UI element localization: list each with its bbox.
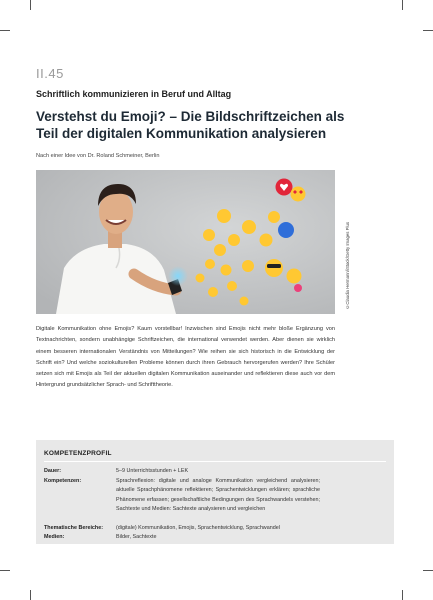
profile-value: Bilder, Sachtexte xyxy=(116,534,157,540)
profile-key: Thematische Bereiche: xyxy=(44,525,104,531)
category-heading: Schriftlich kommunizieren in Beruf und Alltag xyxy=(36,89,232,99)
profile-heading: KOMPETENZPROFIL xyxy=(44,450,112,457)
image-credit: ©Claudia Hermann/iStock/Getty Images Plus xyxy=(345,222,350,310)
photo-illustration xyxy=(36,170,335,314)
crop-mark xyxy=(402,0,403,10)
profile-value: 5–9 Unterrichtsstunden + LEK xyxy=(116,468,189,474)
profile-value: Sprachreflexion: digitale und analoge Kommunikation vergleichend analysieren; aktuelle Sprachphänomene reflektieren; Sprachentwicklungen erklären; sprachliche Phänomene erfassen; gesellschaftliche Bedingungen des Sprachwandels verstehen; Sachtexte und Medien: Sachtexte analysieren und vergleichen xyxy=(116,478,320,513)
intro-paragraph: Digitale Kommunikation ohne Emojis? Kaum vorstellbar! Inzwischen sind Emojis nicht mehr bloße Ergänzung von Textnachrichten, sondern unabhängige Schriftzeichen, die international verwendet werden. Aber dienen sie wirklich einem besseren internationalen Verständnis von Mitteilungen? Wie reihen sie sich historisch in die Entwicklung der Schrift ein? Und welche soziokulturellen Probleme können durch ihren Gebrauch hervorgerufen werden? Ihre Schüler setzen sich mit Emojis als Teil der aktuellen digitalen Kommunikation auseinander und reflektieren diese auch vor dem Hintergrund grundsätzlicher Sprach- und Schrifttheorie. xyxy=(36,326,335,389)
crop-mark xyxy=(0,570,10,571)
crop-mark xyxy=(402,590,403,600)
profile-key: Medien: xyxy=(44,534,65,540)
section-number: II.45 xyxy=(36,66,64,81)
profile-value: (digitale) Kommunikation, Emojis, Sprachentwicklung, Sprachwandel xyxy=(116,525,280,531)
crop-mark xyxy=(30,590,31,600)
crop-mark xyxy=(0,30,10,31)
profile-divider xyxy=(44,461,386,462)
profile-key: Dauer: xyxy=(44,468,62,474)
photo-man-with-phone-emojis xyxy=(36,170,335,314)
profile-key: Kompetenzen: xyxy=(44,478,82,484)
crop-mark xyxy=(423,30,433,31)
page-title: Verstehst du Emoji? – Die Bildschriftzeichen als Teil der digitalen Kommunikation analysieren xyxy=(36,109,345,141)
competence-profile-box xyxy=(36,440,394,544)
crop-mark xyxy=(423,570,433,571)
crop-mark xyxy=(30,0,31,10)
author-line: Nach einer Idee von Dr. Roland Schmeiner, Berlin xyxy=(36,153,160,159)
